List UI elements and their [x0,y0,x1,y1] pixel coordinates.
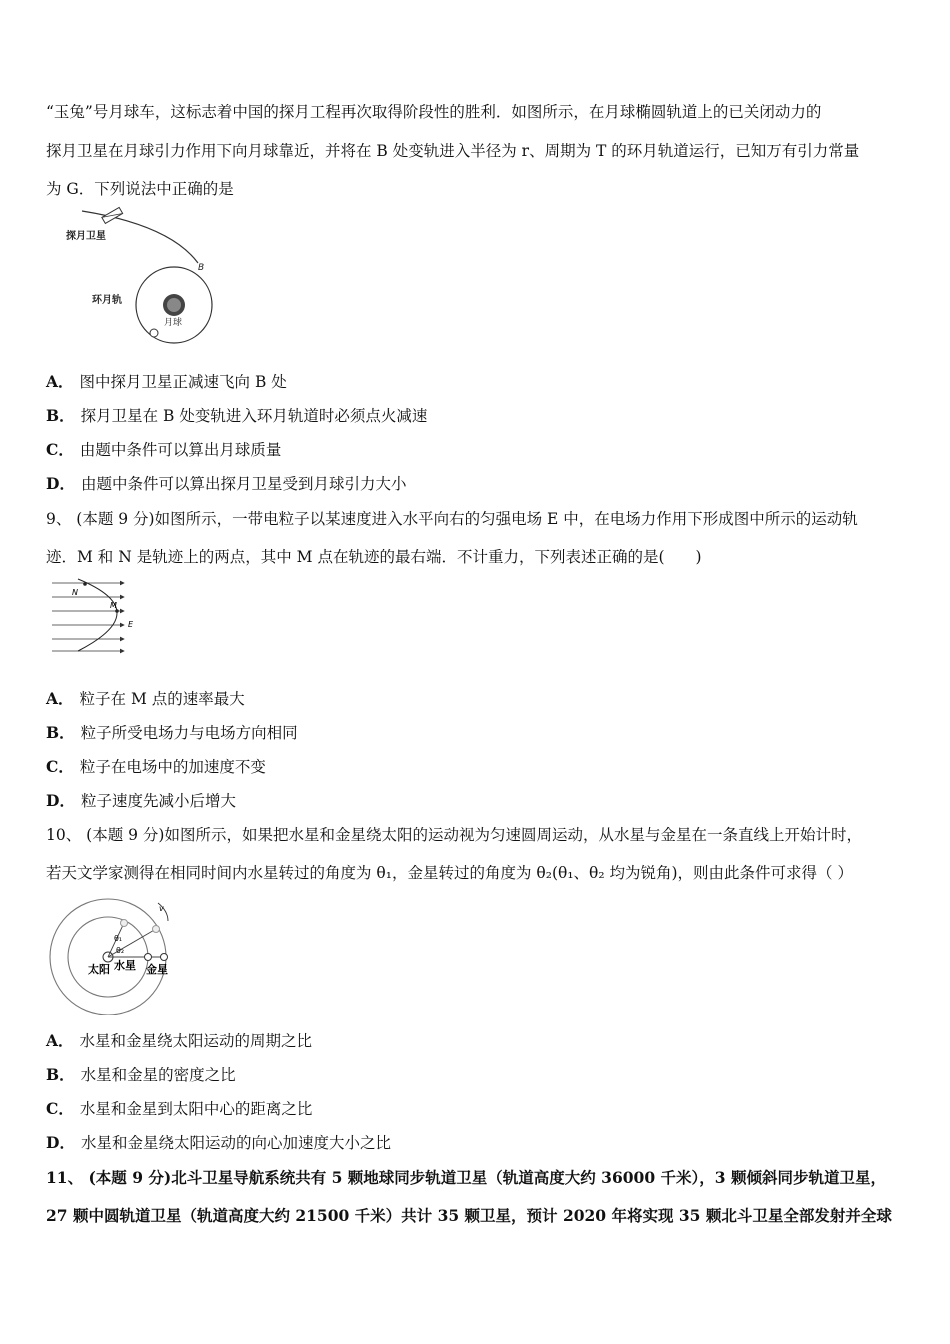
venus-after [153,926,160,933]
moon-label: 月球 [164,318,183,328]
orbit-label: 环月轨 [92,295,122,306]
mercury-label: 水星 [114,959,136,972]
point-b-label: B [198,263,205,273]
q10-option-a[interactable]: A． 水星和金星绕太阳运动的周期之比 [46,1031,313,1050]
q9-option-b[interactable]: B． 粒子所受电场力与电场方向相同 [46,723,298,742]
q10-text-line-1: 10、 (本题 9 分)如图所示，如果把水星和金星绕太阳的运动视为匀速圆周运动，从水星与金星在一条直线上开始计时， [46,826,862,844]
n-label: N [72,588,78,597]
q11-text-line-2: 27 颗中圆轨道卫星（轨道高度大约 21500 千米）共计 35 颗卫星，预计 2020 年将实现 35 颗北斗卫星全部发射并全球 [46,1206,892,1225]
q9-option-a[interactable]: A． 粒子在 M 点的速率最大 [46,689,245,708]
mercury-start [145,954,152,961]
q8-text-line-2: 探月卫星在月球引力作用下向月球靠近，并将在 B 处变轨进入半径为 r、周期为 T 的环月轨道运行，已知万有引力常量 [46,142,860,160]
q8-option-d[interactable]: D． 由题中条件可以算出探月卫星受到月球引力大小 [46,474,407,493]
q8-option-a[interactable]: A． 图中探月卫星正减速飞向 B 处 [46,372,287,391]
particle-trajectory [78,579,117,651]
q8-option-b[interactable]: B． 探月卫星在 B 处变轨进入环月轨道时必须点火减速 [46,406,428,425]
electric-field-figure [48,575,148,655]
q11-text-line-1: 11、 (本题 9 分)北斗卫星导航系统共有 5 颗地球同步轨道卫星（轨道高度大约 36000 千米），3 颗倾斜同步轨道卫星， [46,1168,886,1187]
satellite-label: 探月卫星 [66,231,106,242]
q8-text-line-3: 为 G．下列说法中正确的是 [46,180,234,198]
q8-text-line-1: “玉兔”号月球车，这标志着中国的探月工程再次取得阶段性的胜利．如图所示，在月球椭圆轨道上的已关闭动力的 [46,103,822,121]
lunar-orbit-figure [60,205,230,345]
satellite-on-orbit [150,329,158,337]
q10-text-line-2: 若天文学家测得在相同时间内水星转过的角度为 θ₁，金星转过的角度为 θ₂(θ₁、θ₂ 均为锐角)，则由此条件可求得（ ） [46,864,853,882]
e-label: E [128,620,134,629]
q10-option-c[interactable]: C． 水星和金星到太阳中心的距离之比 [46,1099,313,1118]
q10-option-b[interactable]: B． 水星和金星的密度之比 [46,1065,236,1084]
m-label: M [110,601,117,610]
theta1-label: θ₁ [114,934,123,943]
q9-option-c[interactable]: C． 粒子在电场中的加速度不变 [46,757,266,776]
q9-option-d[interactable]: D． 粒子速度先减小后增大 [46,791,236,810]
venus-start [161,954,168,961]
q9-text-line-2: 迹．M 和 N 是轨迹上的两点，其中 M 点在轨迹的最右端．不计重力，下列表述正确的是( ) [46,548,702,566]
mercury-after [121,920,128,927]
planet-orbit-figure [46,893,176,1015]
q10-option-d[interactable]: D． 水星和金星绕太阳运动的向心加速度大小之比 [46,1133,391,1152]
sun-label: 太阳 [88,963,110,976]
venus-label: 金星 [146,963,168,976]
v-label: v [159,904,164,913]
q9-text-line-1: 9、 (本题 9 分)如图所示，一带电粒子以某速度进入水平向右的匀强电场 E 中，在电场力作用下形成图中所示的运动轨 [46,510,858,528]
satellite-icon [102,207,123,223]
q8-option-c[interactable]: C． 由题中条件可以算出月球质量 [46,440,282,459]
point-n [83,582,87,586]
theta2-label: θ₂ [116,946,125,955]
